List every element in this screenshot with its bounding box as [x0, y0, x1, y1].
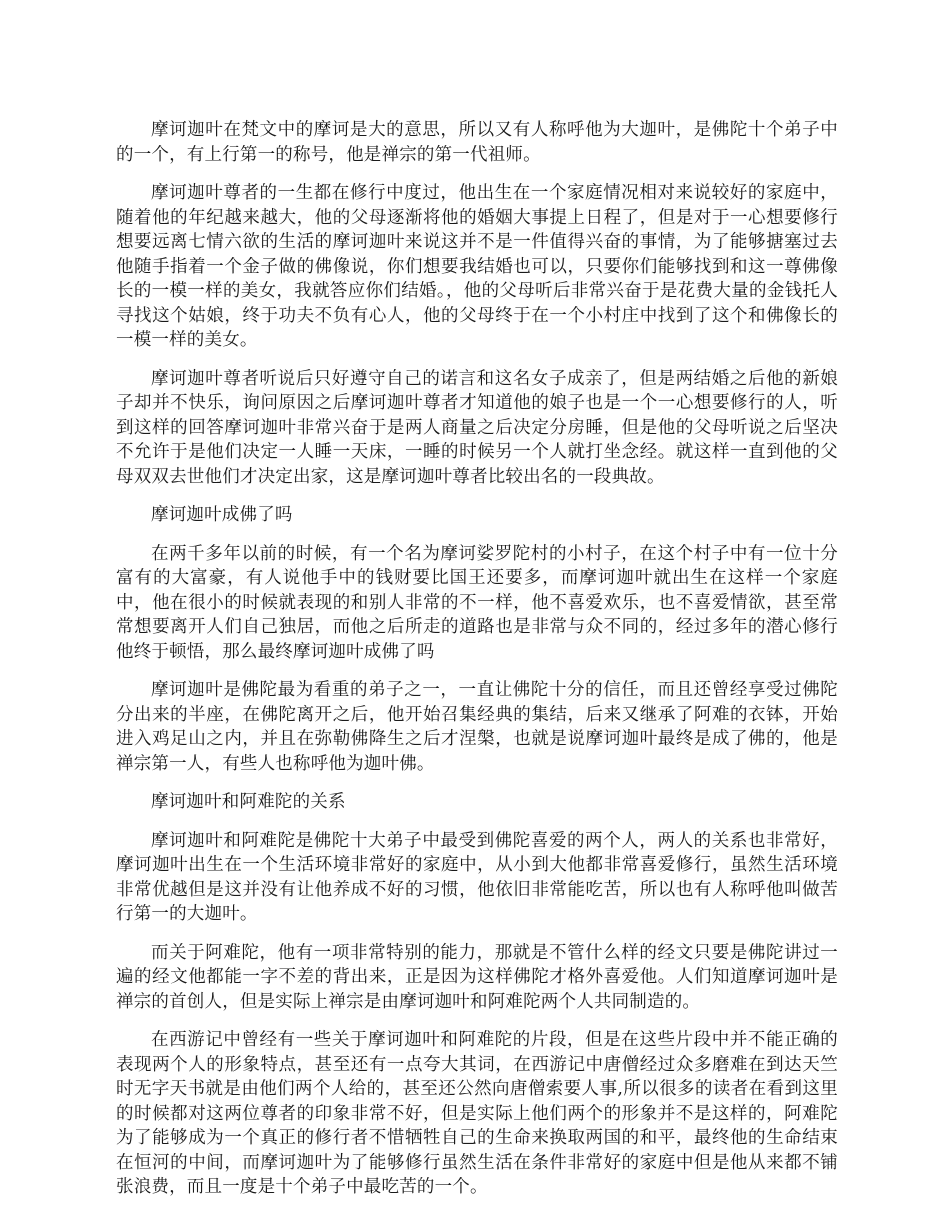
paragraph-relationship: 摩诃迦叶和阿难陀是佛陀十大弟子中最受到佛陀喜爱的两个人，两人的关系也非常好，摩诃迦叶出生在一个生活环境非常好的家庭中，从小到大他都非常喜爱修行，虽然生活环境非常优越但是这并没有让他养成不好的习惯，他依旧非常能吃苦，所以也有人称呼他叫做苦行第一的大迦叶。 — [116, 830, 838, 924]
paragraph-ananda: 而关于阿难陀，他有一项非常特别的能力，那就是不管什么样的经文只要是佛陀讲过一遍的经文他都能一字不差的背出来，正是因为这样佛陀才格外喜爱他。人们知道摩诃迦叶是禅宗的首创人，但是实际上禅宗是由摩诃迦叶和阿难陀两个人共同制造的。 — [116, 942, 838, 1012]
paragraph-buddhahood: 摩诃迦叶是佛陀最为看重的弟子之一，一直让佛陀十分的信任，而且还曾经享受过佛陀分出来的半座，在佛陀离开之后，他开始召集经典的集结，后来又继承了阿难的衣钵，开始进入鸡足山之内，并且在弥勒佛降生之后才涅槃，也就是说摩诃迦叶最终是成了佛的，他是禅宗第一人，有些人也称呼他为迦叶佛。 — [116, 680, 838, 774]
section-heading-relationship: 摩诃迦叶和阿难陀的关系 — [151, 792, 346, 812]
document-body — [116, 118, 838, 1214]
paragraph-intro: 摩诃迦叶在梵文中的摩诃是大的意思，所以又有人称呼他为大迦叶，是佛陀十个弟子中的一个，有上行第一的称号，他是禅宗的第一代祖师。 — [116, 120, 838, 165]
paragraph-birth-background: 在两千多年以前的时候，有一个名为摩诃娑罗陀村的小村子，在这个村子中有一位十分富有的大富豪，有人说他手中的钱财要比国王还要多，而摩诃迦叶就出生在这样一个家庭中，他在很小的时候就表现的和别人非常的不一样，他不喜爱欢乐，也不喜爱情欲，甚至常常想要离开人们自己独居，而他之后所走的道路也是非常与众不同的，经过多年的潜心修行他终于顿悟，那么最终摩诃迦叶成佛了吗 — [116, 543, 838, 662]
paragraph-wedding-aftermath: 摩诃迦叶尊者听说后只好遵守自己的诺言和这名女子成亲了，但是两结婚之后他的新娘子却并不快乐，询问原因之后摩诃迦叶尊者才知道他的娘子也是一个一心想要修行的人，听到这样的回答摩诃迦叶非常兴奋于是两人商量之后决定分房睡，但是他的父母听说之后坚决不允许于是他们决定一人睡一天床，一睡的时候另一个人就打坐念经。就这样一直到他的父母双双去世他们才决定出家，这是摩诃迦叶尊者比较出名的一段典故。 — [116, 368, 838, 487]
paragraph-marriage-story: 摩诃迦叶尊者的一生都在修行中度过，他出生在一个家庭情况相对来说较好的家庭中，随着他的年纪越来越大，他的父母逐渐将他的婚姻大事提上日程了，但是对于一心想要修行想要远离七情六欲的生活的摩诃迦叶来说这并不是一件值得兴奋的事情，为了能够搪塞过去他随手指着一个金子做的佛像说，你们想要我结婚也可以，只要你们能够找到和这一尊佛像长的一模一样的美女，我就答应你们结婚。，他的父母听后非常兴奋于是花费大量的金钱托人寻找这个姑娘，终于功夫不负有心人，他的父母终于在一个小村庄中找到了这个和佛像长的一模一样的美女。 — [116, 183, 838, 350]
section-heading-buddhahood: 摩诃迦叶成佛了吗 — [151, 505, 293, 525]
paragraph-journey-west: 在西游记中曾经有一些关于摩诃迦叶和阿难陀的片段，但是在这些片段中并不能正确的表现两个人的形象特点，甚至还有一点夸大其词，在西游记中唐僧经过众多磨难在到达天竺时无字天书就是由他们两个人给的，甚至还公然向唐僧索要人事,所以很多的读者在看到这里的时候都对这两位尊者的印象非常不好，但是实际上他们两个的形象并不是这样的，阿难陀为了能够成为一个真正的修行者不惜牺牲自己的生命来换取两国的和平，最终他的生命结束在恒河的中间，而摩诃迦叶为了能够修行虽然生活在条件非常好的家庭中但是他从来都不铺张浪费，而且一度是十个弟子中最吃苦的一个。 — [116, 1030, 838, 1197]
